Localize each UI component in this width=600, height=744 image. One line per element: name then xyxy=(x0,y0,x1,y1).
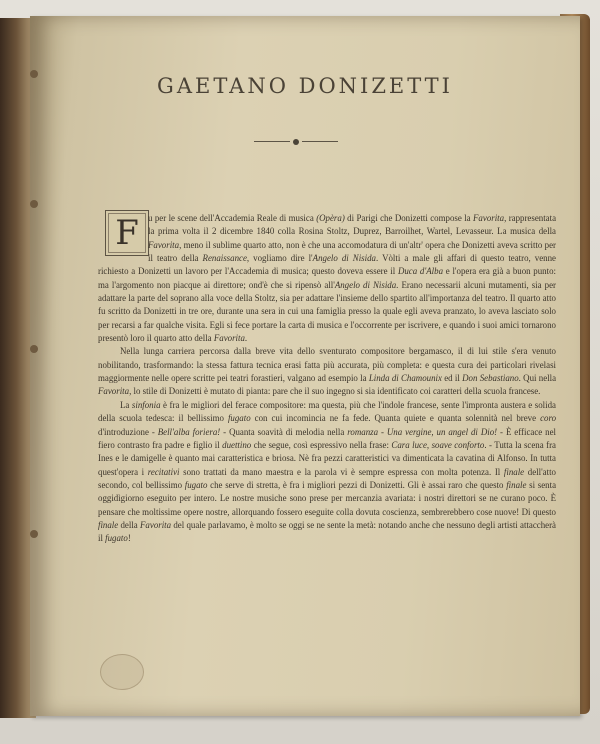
binding-stitch xyxy=(30,345,38,353)
binding-stitch xyxy=(30,200,38,208)
paragraph-1: u per le scene dell'Accademia Reale di musica (Opèra) di Parigi che Donizetti compose la Favorita, rappresentata la prima volta il 2 dicembre 1840 colla Rosina Stoltz, Duprez, Barroilhet, Wartel, Levasseur. La musica della Favorita, meno il sublime quarto atto, non è che una accomodatura di un'altr' opera che Donizetti aveva scritto per il teatro della Renaissance, vogliamo dire l'Angelo di Nisida. Vòlti a male gli affari di questo teatro, venne richiesto a Donizetti un lavoro per l'Accademia di musica; questo doveva essere il Duca d'Alba e l'opera era già a buon punto: ma l'argomento non piacque ai direttore; ond'è che si ripensò all'Angelo di Nisida. Erano necessarii alcuni mutamenti, sia per adattare la parte del soprano alla voce della Stoltz, sia per adattare l'insieme dello spartito all'importanza del teatro. Il quarto atto fu scritto da Donizetti in tre ore, durante una sera in cui una famiglia presso la quale egli aveva pranzato, lo aveva lasciato solo per recarsi a far qualche visita. Egli si fece portare la carta di musica e l'occorrente per iscrivere, e quando i suoi amici tornarono presentò loro il quarto atto della Favorita. xyxy=(98,213,557,344)
binding-stitch xyxy=(30,530,38,538)
body-text xyxy=(98,212,556,546)
title-ornament xyxy=(254,139,338,145)
binding-stitch xyxy=(30,70,38,78)
paragraph-2: Nella lunga carriera percorsa dalla breve vita dello sventurato compositore bergamasco, il di lui stile s'era venuto nobilitando, trasformando: la stessa fattura tecnica erasi fatta più accurata, più completa: e questa cura dei particolari rivelasi maggiormente nelle opere scritte pei teatri forastieri, valgano ad esempio la Linda di Chamounix ed il Don Sebastiano. Qui nella Favorita, lo stile di Donizetti è mutato di pianta: pare che il suo ingegno si sia identificato coi caratteri della scuola francese. xyxy=(98,346,557,397)
page-stain xyxy=(100,654,144,690)
book-page xyxy=(30,16,580,716)
page-title: GAETANO DONIZETTI xyxy=(157,74,453,98)
drop-cap-initial: F xyxy=(105,210,149,256)
paragraph-3: La sinfonia è fra le migliori del ferace compositore: ma questa, più che l'indole francese, sente l'impronta austera e solida della scuola tedesca: il bellissimo fugato con cui incomincia ne fa fede. Quanta quiete e quanta solennità nel breve coro d'introduzione - Bell'alba foriera! - Quanta soavità di melodia nella romanza - Una vergine, un angel di Dio! - È efficace nel fiero contrasto fra padre e figlio il duettino che segue, così espressivo nella frase: Cara luce, soave conforto. - Tutta la scena fra Ines e le damigelle è quanto mai caratteristica e briosa. Nè fra pezzi caratteristici va dimenticata la cavatina di Alfonso. In tutta quest'opera i recitativi sono trattati da mano maestra e la parola vi è sempre espressa con molta potenza. Il finale dell'atto secondo, col bellissimo fugato che serve di stretta, è fra i migliori pezzi di Donizetti. Gli è assai raro che questo finale si senta oggidìgiorno eseguito per intero. Le nostre musiche sono prese per mercanzia avariata: i nostri direttori se ne curano poco. È pensare che moltissime opere nostre, allorquando fossero eseguite colla dovuta coscienza, sembrerebbero cose nuove! Di questo finale della Favorita del quale parlavamo, è molto se oggi se ne sente la metà: notando anche che nessuno degli artisti attaccherà il fugato! xyxy=(98,399,557,544)
